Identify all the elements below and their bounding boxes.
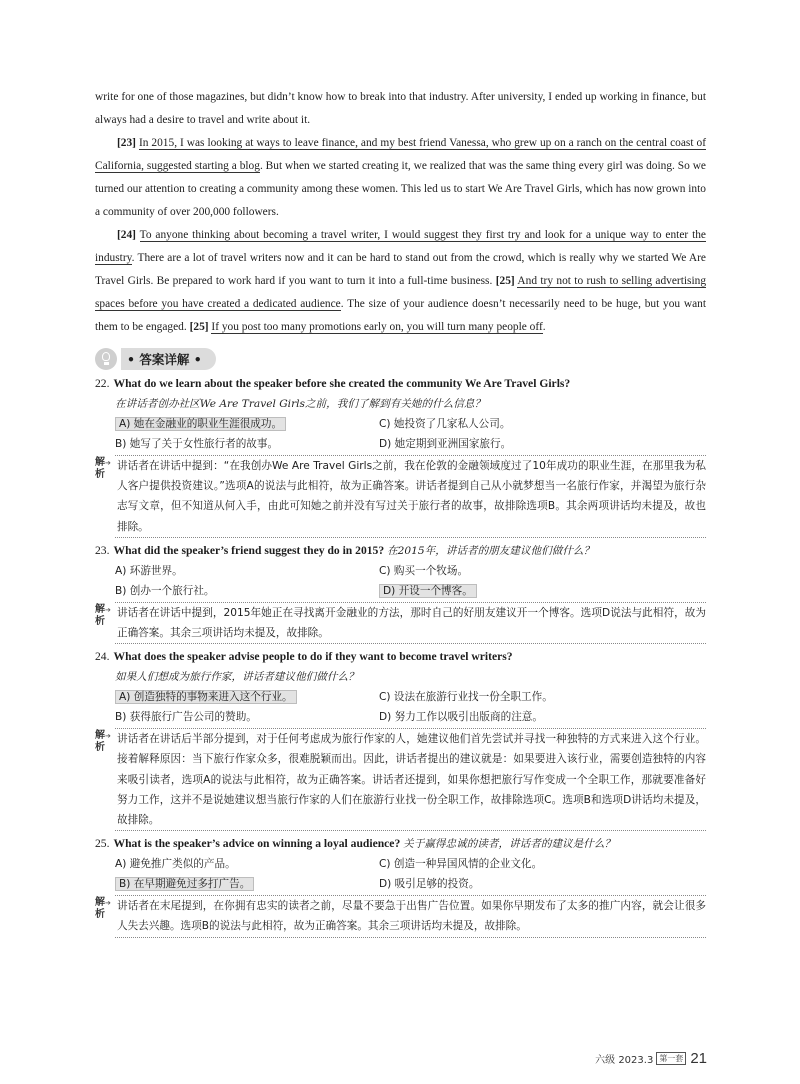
option-text: D) 吸引足够的投资。: [379, 878, 480, 891]
option-text: C) 设法在旅游行业找一份全职工作。: [379, 691, 553, 704]
correct-option-highlight: B) 在早期避免过多打广告。: [115, 877, 254, 891]
option-text: C) 创造一种异国风情的企业文化。: [379, 858, 543, 871]
page-number: 21: [690, 1050, 707, 1067]
correct-option-highlight: A) 她在金融业的职业生涯很成功。: [115, 417, 286, 431]
option-text: C) 她投资了几家私人公司。: [379, 418, 511, 430]
option-text: C) 购买一个牧场。: [379, 564, 469, 577]
option: [115, 687, 379, 707]
section-title: • 答案详解 •: [121, 348, 216, 370]
option-text: B) 创办一个旅行社。: [115, 584, 215, 597]
option: [379, 687, 709, 707]
magazine-label: 六级 2023.3: [595, 1055, 654, 1066]
question-english: What did the speaker’s friend suggest they do in 2015?: [113, 543, 385, 557]
option: [379, 561, 709, 581]
passage-text: . There are a lot of travel writers now and it can be hard to stand out from the crowd, which is really why we started We Are Travel Girls. Be prepared to work hard if you want to turn it into a full-time business.: [95, 252, 706, 287]
question-english: What does the speaker advise people to do if they want to become travel writers?: [113, 650, 513, 664]
page-footer: [595, 1050, 707, 1067]
option-grid: [95, 414, 706, 454]
correct-option-highlight: D) 开设一个博客。: [379, 584, 477, 598]
explanation: [95, 728, 706, 831]
question-stem: [95, 647, 706, 667]
underlined-answer: In 2015, I was looking at ways to leave finance, and my best friend Vanessa, who grew up on a ranch on the central coast of California, suggested starting a blog: [95, 137, 706, 172]
question-chinese: 如果人们想成为旅行作家，讲话者建议他们做什么？: [115, 671, 359, 684]
passage-text: .: [542, 321, 546, 333]
option-text: A) 环游世界。: [115, 564, 183, 577]
option-text: D) 她定期到亚洲国家旅行。: [379, 438, 512, 450]
option: [379, 874, 709, 894]
passage-text: . But when we started creating it, we realized that was the same thing every girl was doing. So we turned our attention to creating a community among these women. This led us to start We Are Travel Girls, which has now grown into a community of over 200,000 followers.: [95, 160, 706, 218]
option: [379, 581, 709, 601]
question-english: What is the speaker’s advice on winning a loyal audience?: [113, 837, 401, 851]
question-chinese-inline: 在2015年，讲话者的朋友建议他们做什么？: [387, 544, 595, 557]
option: [379, 414, 709, 434]
passage-paragraph: [95, 132, 706, 224]
question-number: 24.: [95, 650, 110, 664]
option: [379, 854, 709, 874]
question-chinese: 在讲话者创办社区We Are Travel Girls之前，我们了解到有关她的什么信息？: [115, 398, 486, 410]
option-grid: [95, 561, 706, 601]
issue-badge: 第一套: [656, 1052, 686, 1065]
explanation-text: 讲话者在讲话后半部分提到，对于任何考虑成为旅行作家的人，她建议他们首先尝试并寻找一种独特的方式来进入这个行业。接着解释原因：当下旅行作家众多，很难脱颖而出。因此，讲话者提出的建议就是：如果要进入该行业，需要创造独特的内容来吸引读者，选项A的说法与此相符，故为正确答案。讲话者还提到，如果你想把旅行写作变成一个全职工作，那就要准备好努力工作，这并不是说她建议想当旅行作家的人们在旅游行业找一份全职工作，故排除选项C。选项B和选项D讲话均未提及，故排除。: [115, 728, 706, 831]
explanation-label: 解析 ➔: [95, 897, 109, 937]
answer-section-header: [95, 347, 706, 371]
option: [115, 561, 379, 581]
underlined-answer: If you post too many promotions early on, you will turn many people off: [211, 321, 543, 333]
question-tag: [25]: [189, 321, 209, 333]
passage-paragraph: [95, 86, 706, 132]
underlined-answer: To anyone thinking about becoming a travel writer, I would suggest they first try and look for a unique way to enter the industry: [95, 229, 706, 264]
question-stem: [95, 834, 706, 854]
option: [379, 707, 709, 727]
option: [115, 854, 379, 874]
explanation-text: 讲话者在讲话中提到：“在我创办We Are Travel Girls之前，我在伦敦的金融领域度过了10年成功的职业生涯，在那里我为私人客户提供投资建议。”选项A的说法与此相符，故为正确答案。讲话者提到自己从小就梦想当一名旅行作家，并渴望为旅行杂志写文章，但不知道从何入手，由此可知她之前并没有写过关于旅行者的故事，故排除选项B。其余两项讲话均未提及，故也排除。: [115, 455, 706, 538]
passage-paragraph: [95, 224, 706, 339]
question-list: [95, 374, 706, 938]
explanation: [95, 602, 706, 644]
passage-text: . The size of your audience doesn’t necessarily need to be huge, but you want them to be engaged.: [95, 298, 706, 333]
option-text: D) 努力工作以吸引出版商的注意。: [379, 711, 543, 724]
option: [115, 581, 379, 601]
question-english: What do we learn about the speaker before she created the community We Are Travel Girls?: [113, 377, 571, 390]
lightbulb-icon: [95, 348, 117, 370]
page: [95, 86, 706, 938]
option-grid: [95, 687, 706, 727]
option: [379, 434, 709, 454]
explanation-label: 解析 ➔: [95, 730, 109, 831]
question-tag: [25]: [495, 275, 515, 287]
question-block: [95, 541, 706, 644]
underlined-answer: And try not to rush to selling advertising spaces before you have created a dedicated audience: [95, 275, 707, 310]
correct-option-highlight: A) 创造独特的事物来进入这个行业。: [115, 690, 297, 704]
question-stem: [95, 541, 706, 561]
option: [115, 707, 379, 727]
question-tag: [24]: [117, 229, 136, 241]
option: [115, 874, 379, 894]
question-block: [95, 834, 706, 937]
passage-text: write for one of those magazines, but didn’t know how to break into that industry. After university, I ended up working in finance, but always had a desire to travel and write about it.: [95, 91, 706, 126]
question-number: 23.: [95, 543, 110, 557]
option-text: B) 获得旅行广告公司的赞助。: [115, 711, 257, 724]
question-number: 25.: [95, 837, 110, 851]
question-chinese-inline: 关于赢得忠诚的读者，讲话者的建议是什么？: [403, 838, 616, 851]
question-stem: [95, 374, 706, 394]
explanation-label: 解析 ➔: [95, 604, 109, 644]
question-tag: [23]: [117, 137, 136, 149]
explanation: [95, 455, 706, 538]
option: [115, 434, 379, 454]
option-text: A) 避免推广类似的产品。: [115, 858, 236, 871]
option: [115, 414, 379, 434]
question-block: [95, 647, 706, 831]
option-text: B) 她写了关于女性旅行者的故事。: [115, 438, 279, 450]
question-block: [95, 374, 706, 538]
explanation: [95, 895, 706, 937]
option-grid: [95, 854, 706, 894]
explanation-label: 解析 ➔: [95, 457, 109, 538]
explanation-text: 讲话者在讲话中提到，2015年她正在寻找离开金融业的方法，那时自己的好朋友建议开一个博客。选项D说法与此相符，故为正确答案。其余三项讲话均未提及，故排除。: [115, 602, 706, 644]
question-number: 22.: [95, 377, 110, 390]
explanation-text: 讲话者在末尾提到，在你拥有忠实的读者之前，尽量不要急于出售广告位置。如果你早期发布了太多的推广内容，就会让很多人失去兴趣。选项B的说法与此相符，故为正确答案。其余三项讲话均未提及，故排除。: [115, 895, 706, 937]
